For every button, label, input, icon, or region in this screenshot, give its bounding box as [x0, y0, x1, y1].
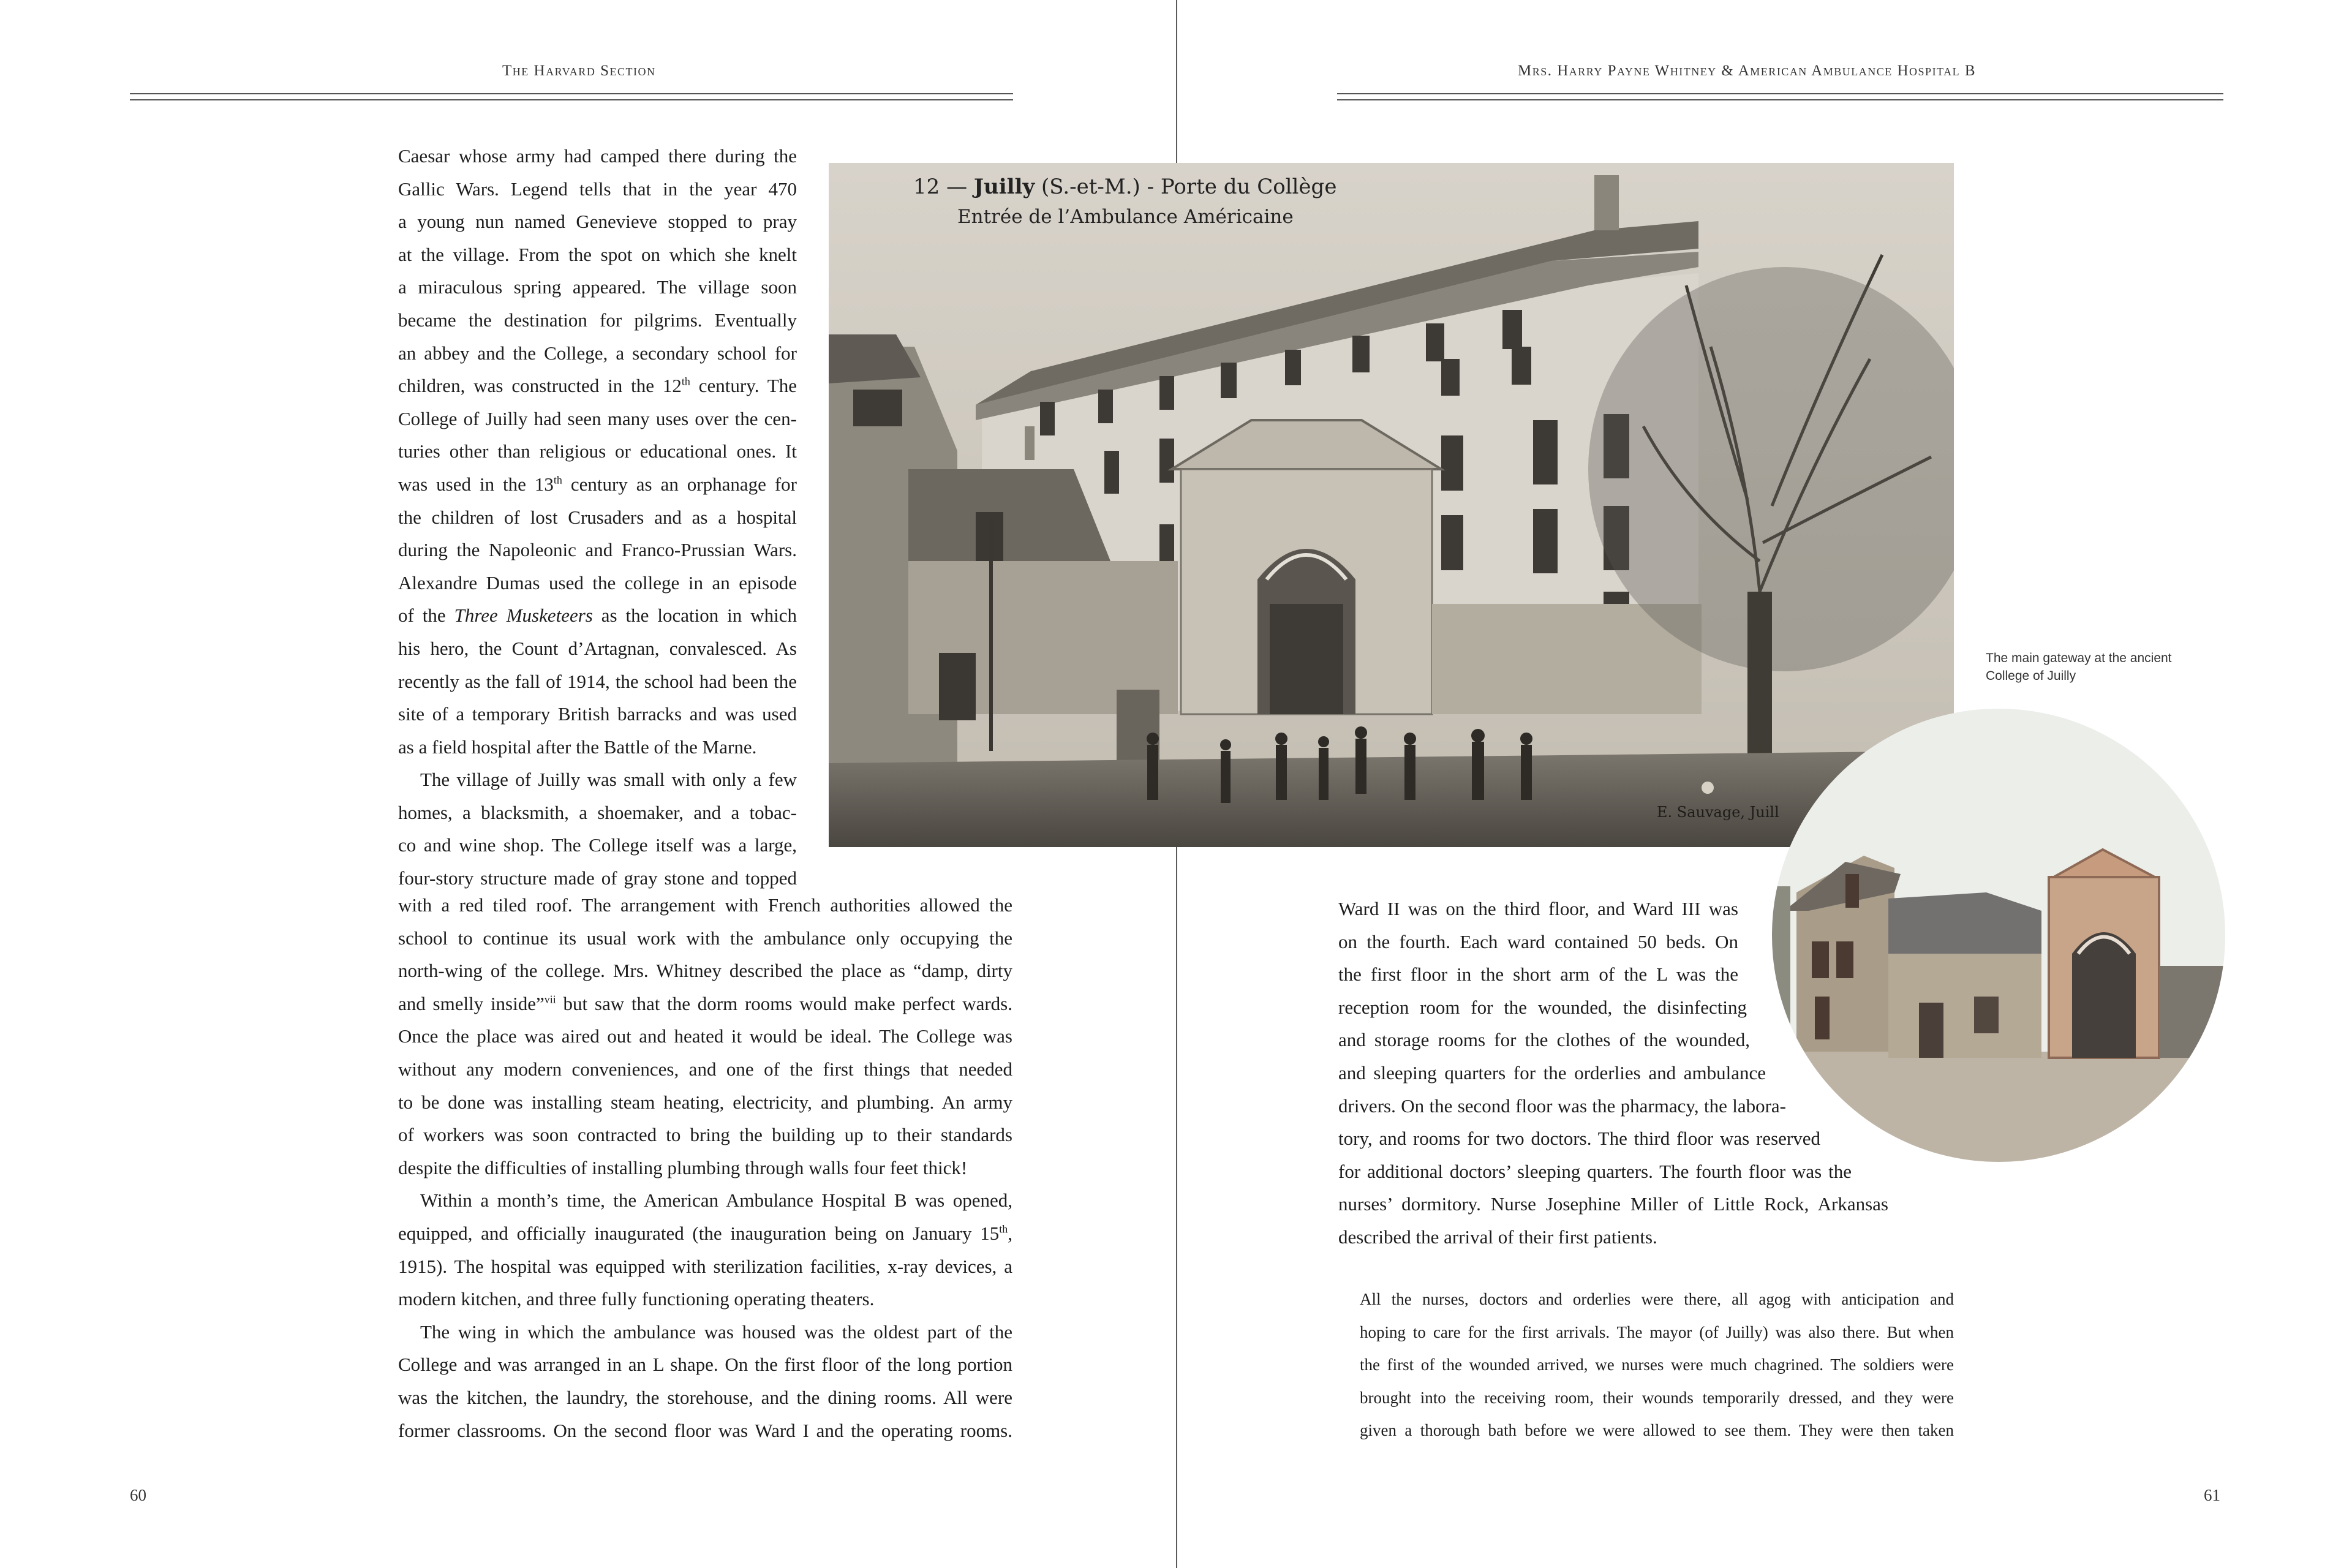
text-run: century as an orphanage for	[562, 473, 797, 495]
text-line	[398, 1217, 1012, 1250]
college-gateway-illustration	[829, 163, 1954, 847]
text-line: 1915). The hospital was equipped with sterilization facilities, x-ray devices, a	[398, 1255, 1012, 1277]
postcard-photo	[829, 163, 1954, 847]
text-line: and storage rooms for the clothes of the wounded,	[1338, 1029, 1750, 1051]
text-line: school to continue its usual work with the ambulance only occupying the	[398, 927, 1012, 949]
page-number-left: 60	[130, 1486, 146, 1504]
postcard-publisher: E. Sauvage, Juill	[1657, 804, 1779, 821]
quote-line: hoping to care for the first arrivals. The mayor (of Juilly) was also there. But when	[1360, 1322, 1954, 1341]
text-line: former classrooms. On the second floor was Ward I and the operating rooms.	[398, 1419, 1012, 1441]
caption-line: The main gateway at the ancient	[1986, 651, 2172, 665]
text-line: Ward II was on the third floor, and Ward III was	[1338, 898, 1738, 919]
text-line: became the destination for pilgrims. Eventually	[398, 309, 797, 331]
text-run: but saw that the dorm rooms would make perfect wards.	[556, 992, 1012, 1014]
postcard-subtitle: Entrée de l’Ambulance Américaine	[957, 206, 1294, 228]
text-line: an abbey and the College, a secondary school for	[398, 342, 797, 364]
running-head-left: The Harvard Section	[502, 62, 656, 79]
text-line: and sleeping quarters for the orderlies and ambulance	[1338, 1061, 1766, 1084]
left-body-wide	[398, 889, 1012, 1447]
text-line: The wing in which the ambulance was housed was the oldest part of the	[420, 1321, 1012, 1343]
text-run: equipped, and officially inaugurated (the inauguration being on January 15	[398, 1222, 1000, 1244]
page-number-right: 61	[2204, 1486, 2220, 1504]
superscript: th	[999, 1223, 1008, 1235]
header-rule-right	[1337, 93, 2223, 100]
text-line: during the Napoleonic and Franco-Prussian Wars.	[398, 539, 797, 561]
photo-caption	[1986, 649, 2231, 685]
text-line: College and was arranged in an L shape. On the first floor of the long portion	[398, 1354, 1012, 1376]
text-line: of workers was soon contracted to bring the building up to their standards	[398, 1124, 1012, 1146]
text-line: north-wing of the college. Mrs. Whitney described the place as “damp, dirty	[398, 960, 1012, 982]
header-rule-left	[130, 93, 1013, 100]
text-line: with a red tiled roof. The arrangement with French authorities allowed the	[398, 894, 1012, 916]
text-line: as a field hospital after the Battle of the Marne.	[398, 736, 757, 758]
postcard-title: (S.-et-M.) - Porte du Collège	[1035, 175, 1337, 199]
text-line: despite the difficulties of installing plumbing through walls four feet thick!	[398, 1156, 968, 1178]
quote-line: given a thorough bath before we were allowed to see them. They were then taken	[1360, 1421, 1954, 1440]
text-line: nurses’ dormitory. Nurse Josephine Miller of Little Rock, Arkansas	[1338, 1193, 1888, 1215]
right-body-text	[1338, 892, 1888, 1254]
text-line: homes, a blacksmith, a shoemaker, and a tobac-	[398, 801, 797, 823]
text-run: ,	[1008, 1222, 1012, 1244]
text-line: The village of Juilly was small with only a few	[420, 769, 797, 791]
text-line: modern kitchen, and three fully functioning operating theaters.	[398, 1288, 875, 1310]
text-line: drivers. On the second floor was the pharmacy, the labora-	[1338, 1095, 1786, 1117]
text-line: College of Juilly had seen many uses over the cen-	[398, 407, 797, 429]
text-line: Once the place was aired out and heated it would be ideal. The College was	[398, 1025, 1012, 1047]
text-line: to be done was installing steam heating, electricity, and plumbing. An army	[398, 1091, 1012, 1113]
text-line: co and wine shop. The College itself was a large,	[398, 834, 797, 856]
text-line: site of a temporary British barracks and was used	[398, 703, 797, 725]
text-line: was the kitchen, the laundry, the storehouse, and the dining rooms. All were	[398, 1386, 1012, 1408]
text-line: at the village. From the spot on which she knelt	[398, 243, 797, 265]
text-line: his hero, the Count d’Artagnan, convalesced. As	[398, 637, 797, 659]
text-line: a young nun named Genevieve stopped to pray	[398, 211, 797, 233]
text-run: century. The	[690, 375, 797, 397]
text-line	[398, 987, 1012, 1020]
quote-line: brought into the receiving room, their wounds temporarily dressed, and they were	[1360, 1388, 1954, 1407]
text-line: turies other than religious or educational ones. It	[398, 440, 797, 462]
text-line: recently as the fall of 1914, the school had been the	[398, 670, 797, 692]
text-line: without any modern conveniences, and one of the first things that needed	[398, 1058, 1012, 1080]
text-line: four-story structure made of gray stone and topped	[398, 867, 797, 889]
left-body-narrow	[398, 140, 797, 895]
postcard-place: Juilly	[973, 175, 1035, 199]
text-run: was used in the 13	[398, 473, 554, 495]
text-run: of the	[398, 605, 454, 627]
block-quote	[1360, 1283, 1954, 1447]
text-line: on the fourth. Each ward contained 50 beds. On	[1338, 930, 1738, 952]
superscript: th	[553, 473, 562, 486]
text-line: Caesar whose army had camped there during the	[398, 145, 797, 167]
text-run: as the location in which	[592, 605, 797, 627]
text-run: children, was constructed in the 12	[398, 375, 682, 397]
text-line: reception room for the wounded, the disinfecting	[1338, 996, 1747, 1018]
superscript: th	[681, 375, 690, 388]
svg-text:12 — Juilly (S.-et-M.) - Porte	[913, 175, 1336, 199]
text-line: Gallic Wars. Legend tells that in the year 470	[398, 178, 797, 200]
text-line: the children of lost Crusaders and as a hospital	[398, 506, 797, 528]
text-line: Alexandre Dumas used the college in an episode	[398, 571, 797, 594]
text-line: the first floor in the short arm of the L was the	[1338, 963, 1738, 986]
text-line	[398, 599, 797, 632]
text-run: and smelly inside”	[398, 992, 545, 1014]
text-line	[398, 468, 797, 501]
text-line: for additional doctors’ sleeping quarters. The fourth floor was the	[1338, 1160, 1852, 1182]
book-title: Three Musketeers	[454, 605, 593, 627]
postcard-number: 12 —	[913, 175, 974, 199]
text-line	[398, 369, 797, 402]
text-line: a miraculous spring appeared. The village soon	[398, 276, 797, 298]
quote-line: All the nurses, doctors and orderlies were there, all agog with anticipation and	[1360, 1290, 1954, 1308]
caption-line: College of Juilly	[1986, 669, 2076, 683]
running-head-right: Mrs. Harry Payne Whitney & American Ambulance Hospital B	[1518, 62, 1977, 79]
footnote-marker: vii	[544, 993, 556, 1006]
text-line: described the arrival of their first patients.	[1338, 1226, 1657, 1248]
quote-line: the first of the wounded arrived, we nurses were much chagrined. The soldiers were	[1360, 1355, 1954, 1374]
text-line: Within a month’s time, the American Ambulance Hospital B was opened,	[420, 1189, 1012, 1212]
text-line: tory, and rooms for two doctors. The third floor was reserved	[1338, 1128, 1820, 1150]
